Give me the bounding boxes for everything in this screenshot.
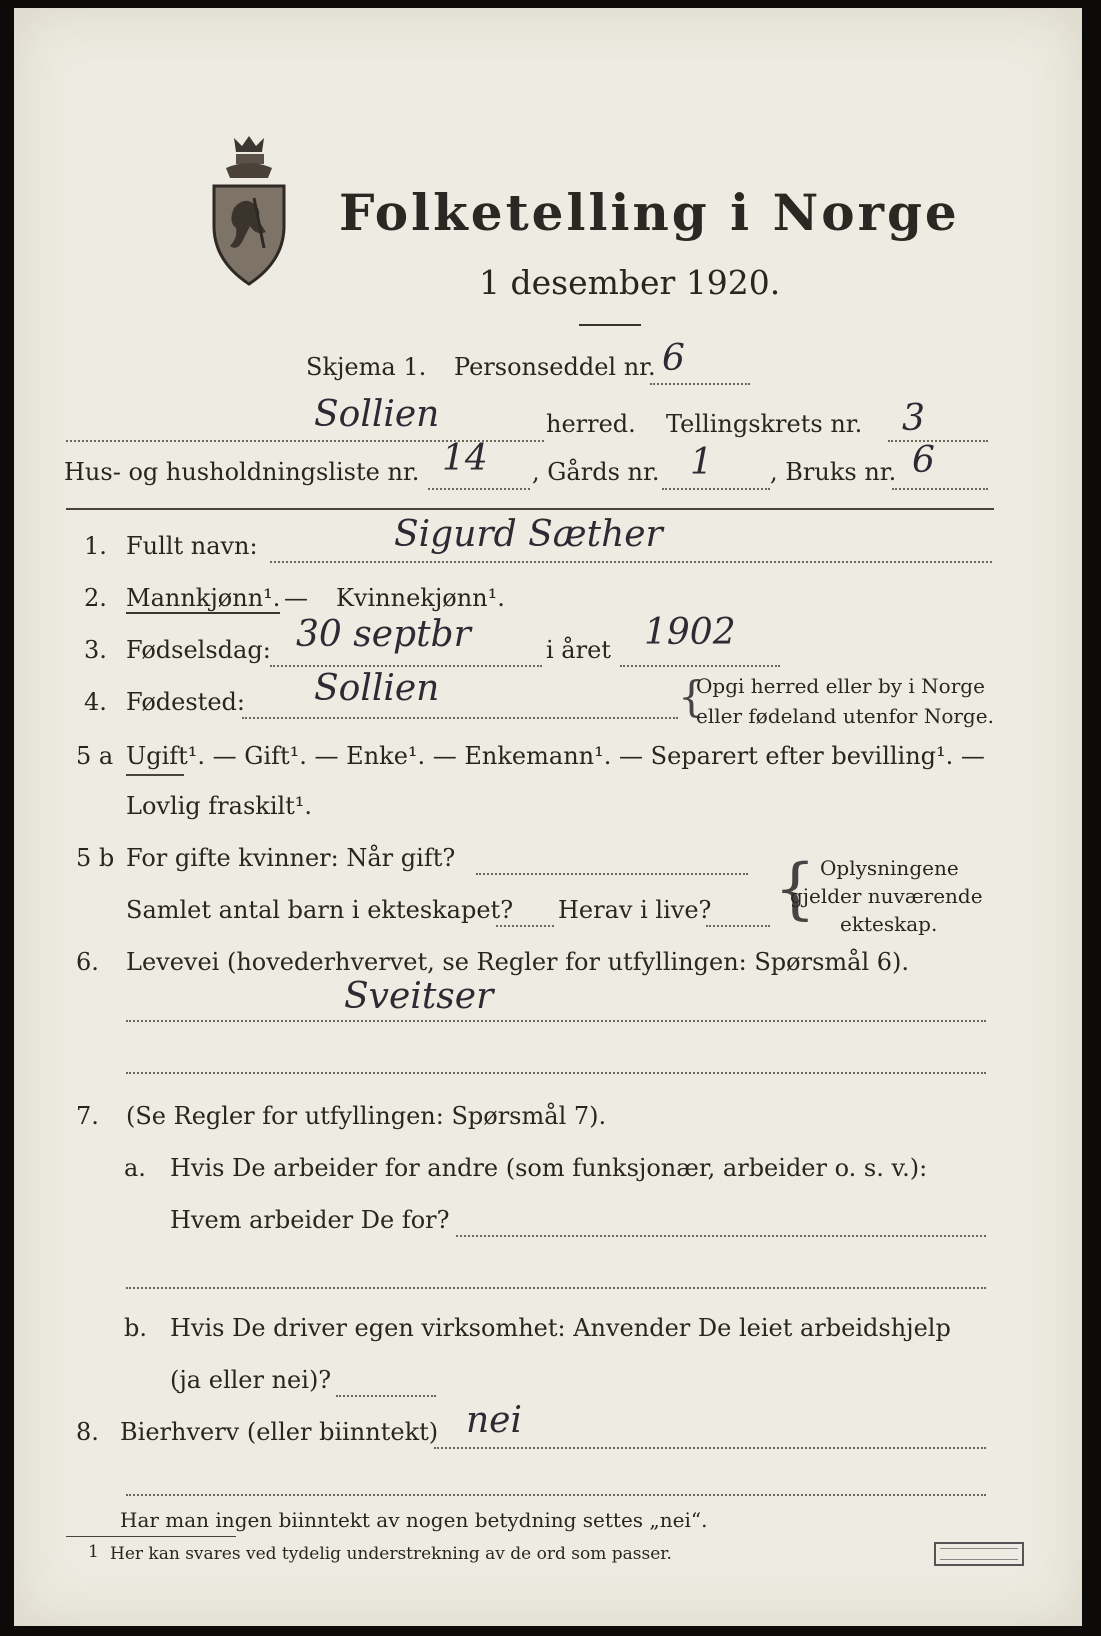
q4-number: 4.: [84, 688, 107, 716]
q7a-field-line-1: [456, 1235, 986, 1237]
q6-label: Levevei (hovederhvervet, se Regler for utfyllingen: Spørsmål 6).: [126, 948, 910, 976]
q3-year-label: i året: [546, 636, 611, 664]
q7a-number: a.: [124, 1154, 146, 1182]
q2-male-option[interactable]: Mannkjønn¹.: [126, 584, 281, 612]
q4-label: Fødested:: [126, 688, 245, 716]
full-name-value[interactable]: Sigurd Sæther: [394, 514, 663, 555]
census-date: 1 desember 1920.: [479, 263, 781, 302]
q6-field-line-2: [126, 1072, 986, 1074]
q5b-alive-label: Herav i live?: [558, 896, 712, 924]
q6-field-line-1: [126, 1020, 986, 1022]
q2-separator: —: [284, 584, 308, 612]
q5b-alive-field-line: [706, 925, 770, 927]
q7b-field-line: [336, 1395, 436, 1397]
q4-note-brace: {: [678, 672, 705, 721]
q7b-number: b.: [124, 1314, 147, 1342]
side-income-value[interactable]: nei: [466, 1400, 523, 1441]
title-divider: [579, 324, 641, 326]
q5b-children-field-line: [496, 925, 554, 927]
occupation-value[interactable]: Sveitser: [344, 976, 494, 1017]
q7a-field-line-2: [126, 1287, 986, 1289]
tellingskrets-label: Tellingskrets nr.: [666, 410, 863, 438]
bruks-value[interactable]: 6: [912, 440, 935, 481]
footnote-rule: [66, 1536, 236, 1537]
q5b-children-label: Samlet antal barn i ekteskapet?: [126, 896, 514, 924]
hus-label: Hus- og husholdningsliste nr.: [64, 458, 420, 486]
bruks-label: , Bruks nr.: [770, 458, 897, 486]
q4-note-line2: eller fødeland utenfor Norge.: [696, 704, 994, 728]
q5b-note-line3: ekteskap.: [840, 912, 938, 936]
q5b-note-line1: Oplysningene: [820, 856, 959, 880]
personseddel-value[interactable]: 6: [662, 338, 685, 379]
q1-label: Fullt navn:: [126, 532, 258, 560]
q3-year-field-line: [620, 665, 780, 667]
q5b-note-line2: gjelder nuværende: [790, 884, 983, 908]
q7a-line2: Hvem arbeider De for?: [170, 1206, 450, 1234]
q4-field-line: [242, 717, 678, 719]
q7b-line2: (ja eller nei)?: [170, 1366, 332, 1394]
q8-field-line-2: [126, 1494, 986, 1496]
q7-number: 7.: [76, 1102, 99, 1130]
q5b-note-brace: {: [774, 850, 816, 927]
marital-status-options-cont[interactable]: Lovlig fraskilt¹.: [126, 792, 313, 820]
q8-note: Har man ingen biinntekt av nogen betydning settes „nei“.: [120, 1508, 708, 1532]
q5b-number: 5 b: [76, 844, 115, 872]
footnote-text: Her kan svares ved tydelig understrekning av de ord som passer.: [110, 1544, 672, 1564]
birthplace-value[interactable]: Sollien: [314, 668, 440, 709]
q4-note-line1: Opgi herred eller by i Norge: [696, 674, 985, 698]
coat-of-arms-icon: [204, 128, 294, 288]
form-title: Folketelling i Norge: [339, 183, 960, 242]
tellingskrets-field-line: [888, 440, 988, 442]
q1-field-line: [270, 561, 992, 563]
birth-date-value[interactable]: 30 septbr: [296, 614, 471, 655]
herred-label: herred.: [546, 410, 636, 438]
q8-field-line-1: [434, 1447, 986, 1449]
q7a-line1: Hvis De arbeider for andre (som funksjonær, arbeider o. s. v.):: [170, 1154, 928, 1182]
q2-female-option[interactable]: Kvinnekjønn¹.: [336, 584, 505, 612]
q8-number: 8.: [76, 1418, 99, 1446]
marital-status-options[interactable]: Ugift¹. — Gift¹. — Enke¹. — Enkemann¹. — Separert efter bevilling¹. —: [126, 742, 985, 770]
q3-date-field-line: [270, 665, 542, 667]
header-rule: [66, 508, 994, 510]
q5b-married-label: For gifte kvinner: Når gift?: [126, 844, 456, 872]
q3-number: 3.: [84, 636, 107, 664]
hus-value[interactable]: 14: [442, 438, 488, 479]
q5b-married-field-line: [476, 873, 748, 875]
birth-year-value[interactable]: 1902: [644, 612, 736, 653]
personseddel-label: Personseddel nr.: [454, 353, 656, 381]
printer-stamp: [934, 1542, 1024, 1566]
q7-label: (Se Regler for utfyllingen: Spørsmål 7).: [126, 1102, 607, 1130]
footnote-mark: 1: [88, 1542, 99, 1562]
q6-number: 6.: [76, 948, 99, 976]
tellingskrets-value[interactable]: 3: [902, 398, 925, 439]
q1-number: 1.: [84, 532, 107, 560]
gards-label: , Gårds nr.: [532, 458, 660, 486]
herred-value[interactable]: Sollien: [314, 394, 440, 435]
bruks-field-line: [892, 488, 988, 490]
ugift-underline: [126, 774, 184, 776]
personseddel-field-line: [650, 383, 750, 385]
census-form-page: [14, 8, 1082, 1626]
skjema-label: Skjema 1.: [306, 353, 427, 381]
q3-label: Fødselsdag:: [126, 636, 271, 664]
q8-label: Bierhverv (eller biinntekt): [120, 1418, 439, 1446]
q5a-number: 5 a: [76, 742, 114, 770]
q7b-line1: Hvis De driver egen virksomhet: Anvender De leiet arbeidshjelp: [170, 1314, 951, 1342]
hus-field-line: [428, 488, 530, 490]
gards-value[interactable]: 1: [690, 442, 713, 483]
gards-field-line: [662, 488, 770, 490]
q2-number: 2.: [84, 584, 107, 612]
